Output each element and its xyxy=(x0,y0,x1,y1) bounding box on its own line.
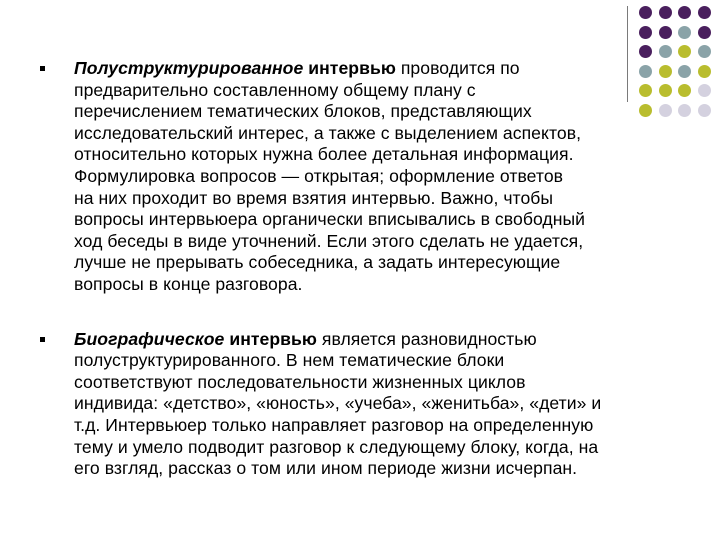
text-line: проводится по xyxy=(395,58,520,78)
bullet-marker xyxy=(40,337,45,342)
text-line: полуструктурированного. В нем тематические блоки xyxy=(74,350,505,371)
text-line: исследовательский интерес, а также с выделением аспектов, xyxy=(74,122,582,143)
term-label: Биографическое xyxy=(74,328,225,349)
text-line: т.д. Интервьюер только направляет разговор на определенную xyxy=(74,414,594,435)
text-line: Формулировка вопросов — открытая; оформление ответов xyxy=(74,165,564,186)
decor-dot xyxy=(659,6,672,19)
decor-dot xyxy=(698,6,711,19)
decor-dot xyxy=(698,45,711,58)
bullet-marker xyxy=(40,66,45,71)
bullet-semistructured-interview xyxy=(40,58,700,296)
keyword-label: интервью xyxy=(224,328,317,349)
bullet-text xyxy=(74,58,700,296)
text-line: лучше не прерывать собеседника, а задать интересующие xyxy=(74,252,561,273)
text-line: вопросы интервьюера органически вписывались в свободный xyxy=(74,209,586,230)
bullet-text xyxy=(74,329,700,480)
decor-dot xyxy=(659,45,672,58)
decor-dot xyxy=(639,45,652,58)
text-line: вопросы в конце разговора. xyxy=(74,273,303,294)
decor-dot xyxy=(678,26,691,39)
decor-dot xyxy=(659,26,672,39)
text-line: перечислением тематических блоков, представляющих xyxy=(74,101,532,122)
text-line: относительно которых нужна более детальная информация. xyxy=(74,144,574,165)
text-line: является разновидностью xyxy=(316,328,537,349)
text-line: на них проходит во время взятия интервью. Важно, чтобы xyxy=(74,187,554,208)
bullet-biographical-interview xyxy=(40,329,700,480)
decor-dot xyxy=(639,6,652,19)
slide-content xyxy=(40,58,700,480)
decor-dot xyxy=(639,26,652,39)
decor-dot xyxy=(678,6,691,19)
text-line: индивида: «детство», «юность», «учеба», «женитьба», «дети» и xyxy=(74,393,602,414)
text-line: предварительно составленному общему плану с xyxy=(74,79,476,100)
text-line: ход беседы в виде уточнений. Если этого сделать не удается, xyxy=(74,230,584,251)
decor-dot xyxy=(678,45,691,58)
text-line: его взгляд, рассказ о том или ином периоде жизни исчерпан. xyxy=(74,458,578,479)
term-label: Полуструктурированное xyxy=(74,58,304,78)
keyword-label: интервью xyxy=(303,58,396,78)
text-line: соответствуют последовательности жизненных циклов xyxy=(74,371,526,392)
text-line: тему и умело подводит разговор к следующему блоку, когда, на xyxy=(74,436,599,457)
decor-dot xyxy=(698,26,711,39)
